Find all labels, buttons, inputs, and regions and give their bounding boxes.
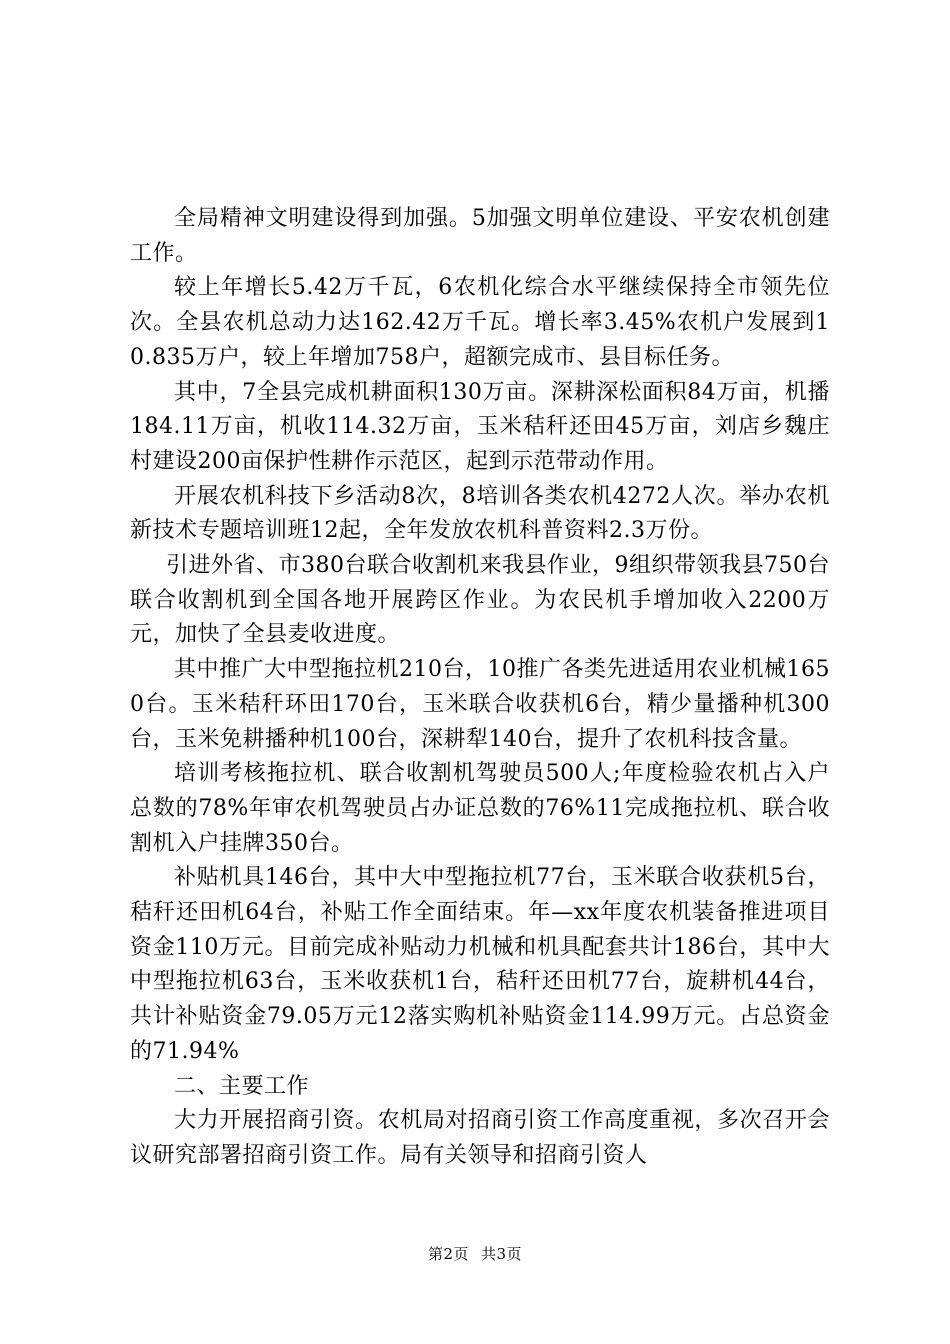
document-body: [130, 202, 830, 1174]
paragraph-7: 培训考核拖拉机、联合收割机驾驶员500人;年度检验农机占入户总数的78%年审农机驾驶员占办证总数的76%11完成拖拉机、联合收割机入户挂牌350台。: [130, 761, 830, 856]
paragraph-8: 补贴机具146台，其中大中型拖拉机77台，玉米联合收获机5台，秸秆还田机64台，补贴工作全面结束。年—xx年度农机装备推进项目资金110万元。目前完成补贴动力机械和机具配套共计186台，其中大中型拖拉机63台，玉米收获机1台，秸秆还田机77台，旋耕机44台，共计补贴资金79.05万元12落实购机补贴资金114.99万元。占总资金的71.94%: [130, 865, 830, 1064]
section-heading: 二、主要工作: [174, 1073, 310, 1099]
paragraph-1: 全局精神文明建设得到加强。5加强文明单位建设、平安农机创建工作。: [130, 206, 830, 266]
paragraph-9: 大力开展招商引资。农机局对招商引资工作高度重视，多次召开会议研究部署招商引资工作。局有关领导和招商引资人: [130, 1108, 830, 1168]
paragraph-4: 开展农机科技下乡活动8次，8培训各类农机4272人次。举办农机新技术专题培训班12起，全年发放农机科普资料2.3万份。: [130, 483, 830, 544]
page-footer: [0, 1243, 950, 1264]
paragraph-3: 其中，7全县完成机耕面积130万亩。深耕深松面积84万亩，机播184.11万亩，机收114.32万亩，玉米秸秆还田45万亩，刘店乡魏庄村建设200亩保护性耕作示范区，起到示范带动作用。: [130, 379, 830, 474]
paragraph-5: 引进外省、市380台联合收割机来我县作业，9组织带领我县750台联合收割机到全国各地开展跨区作业。为农民机手增加收入2200万元，加快了全县麦收进度。: [130, 553, 830, 648]
paragraph-6: 其中推广大中型拖拉机210台，10推广各类先进适用农业机械1650台。玉米秸秆环田170台，玉米联合收获机6台，精少量播种机300台，玉米免耕播种机100台，深耕犁140台，提升了农机科技含量。: [130, 657, 830, 752]
page-total: 共3页: [481, 1245, 523, 1263]
paragraph-2: 较上年增长5.42万千瓦，6农机化综合水平继续保持全市领先位次。全县农机总动力达162.42万千瓦。增长率3.45%农机户发展到10.835万户，较上年增加758户，超额完成市、县目标任务。: [130, 275, 830, 370]
page-number: 第2页: [427, 1245, 469, 1263]
